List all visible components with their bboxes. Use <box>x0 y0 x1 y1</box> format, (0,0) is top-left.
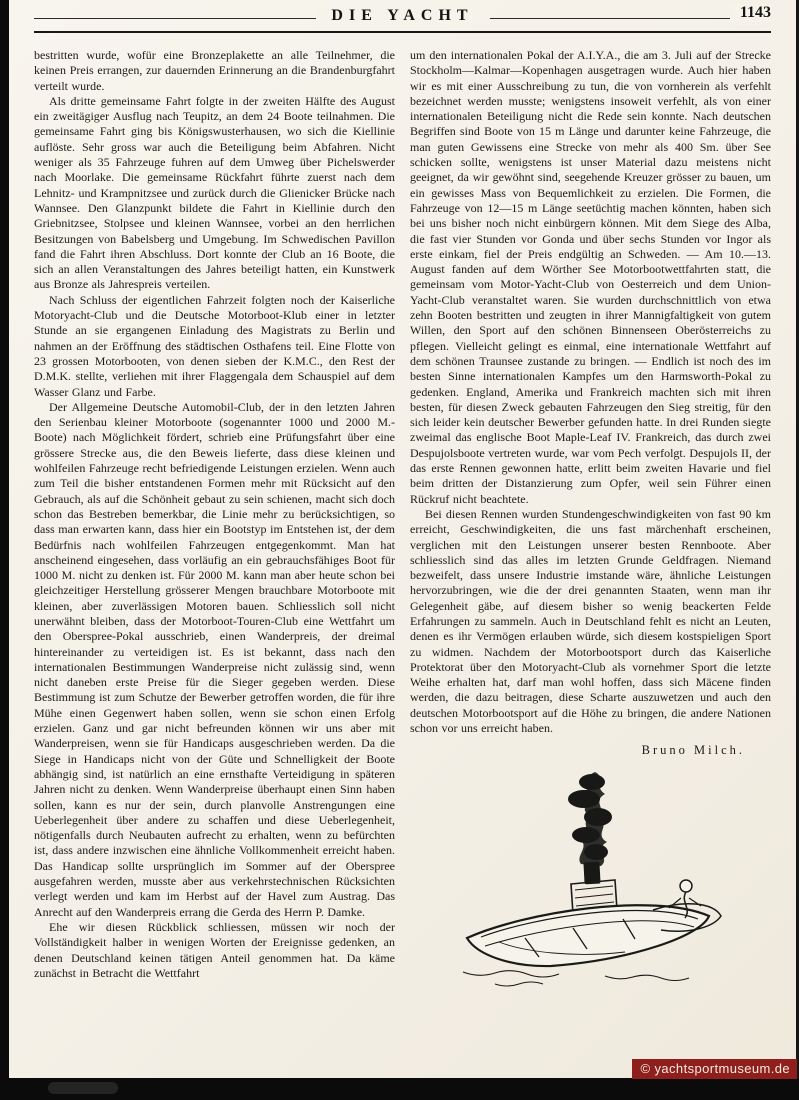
masthead <box>34 6 771 42</box>
text-columns <box>34 48 771 994</box>
scan-edge-left <box>0 0 9 1100</box>
page-number: 1143 <box>730 4 771 22</box>
hull <box>467 906 709 967</box>
watermark-badge: © yachtsportmuseum.de <box>632 1059 797 1079</box>
paragraph: um den internationalen Pokal der A.I.Y.A., die am 3. Juli auf der Strecke Stockholm—Kalmar—Kopenhagen ausgetragen wurde. Auch hier haben wir es mit einer Ausschreibung zu tun, die von vornherein als verfehlt bezeichnet werden musste; wenigstens insoweit verfehlt, als von einer internationalen Beteiligung nicht die Rede sein konnte. Nach deutschen Begriffen sind Boote von 15 m Länge und darunter keine Fahrzeuge, die man guten Gewissens eine Strecke von mehr als 400 Sm. über See schicken sollte, wenigstens ist unser Material dazu meistens nicht geeignet, da wir gewöhnt sind, seegehende Kreuzer grösser zu bauen, um ein gewisses Mass von Bequemlichkeit zu erzielen. Die Formen, die Fahrzeuge von 12—15 m Länge seetüchtig machen könnten, haben sich bei uns bisher noch nicht einbürgern können. Mit dem Siege des Alba, die fast vier Stunden vor Gonda und über sechs Stunden vor Ingor als erste einkam, fiel der Preis endgültig an Schweden. — Am 10.—13. August fanden auf dem Wörther See Motorbootwettfahrten statt, die gemeinsam vom Motor-Yacht-Club von Oesterreich und dem Union-Yacht-Club veranstaltet waren. Sie wurden durchschnittlich von etwa zehn Booten bestritten und zeugten in ihrer Mannigfaltigkeit von gutem Willen, den Sport auf den schönen Binnenseen Oberösterreichs zu pflegen. Vielleicht gelingt es einmal, eine internationale Wettfahrt auf dem schönen Traunsee zustande zu bringen. — Endlich ist noch des im besten Sinne internationalen Kampfes um den Harmsworth-Pokal zu gedenken. England, Amerika und Frankreich machten sich mit ihren besten, für diesen Zweck gebauten Fahrzeugen den Sieg streitig, für den sich leider kein deutscher Bewerber gefunden hatte. In drei Runden siegte zweimal das englische Boot Maple-Leaf IV. Frankreich, das durch zwei Despujolsboote vertreten wurde, war vom Pech verfolgt. Despujols II, der das erste Rennen gewonnen hatte, erlitt beim zweiten Havarie und fiel beim dritten der Distanzierung zum Opfer, weil sein Führer einen Rückruf nicht beachtete. <box>410 48 771 506</box>
paragraph: Bei diesen Rennen wurden Stundengeschwindigkeiten von fast 90 km erreicht, Geschwindigkeiten, die uns fast märchenhaft erscheinen, verglichen mit den Leistungen unserer besten Rennboote. Aber schliesslich sind das alles im letzten Grunde Geldfragen. Niemand bezweifelt, dass unsere Industrie imstande wäre, ähnliche Leistungen hervorzubringen, wie die der drei genannten Staaten, wenn man ihr Gelegenheit gäbe, auf diesem bisher so wenig beackerten Felde Erfahrungen zu sammeln. Auch in Deutschland fehlt es nicht an Leuten, denen es ihr Vermögen erlauben würde, sich diesem kostspieligen Sport zu widmen. Nachdem der Motorbootsport durch das Kaiserliche Protektorat über den Motoryacht-Club als vornehmer Sport die letzte Weihe erhalten hat, darf man wohl hoffen, dass sich Mäcene finden werden, die dazu beitragen, diese Scharte auszuwetzen und auch den deutschen Motorbootsport auf die Höhe zu bringen, die andere Nationen schon vor uns erreicht haben. <box>410 506 771 736</box>
left-column <box>34 48 395 994</box>
smoke-plume <box>568 772 612 884</box>
masthead-heavy-rule <box>34 31 771 33</box>
paragraph: Ehe wir diesen Rückblick schliessen, müssen wir noch der Vollständigkeit halber in wenigen Worten der Ereignisse gedenken, an denen Deutschland keinen tätigen Anteil genommen hat. Da käme zunächst in Betracht die Wettfahrt <box>34 919 395 980</box>
water-lines <box>463 971 689 986</box>
paragraph: Als dritte gemeinsame Fahrt folgte in der zweiten Hälfte des August ein zweitägiger Ausflug nach Teupitz, an dem 24 Boote teilnahmen. Die gemeinsame Fahrt ging bis Königswusterhausen, wo sich die Kiellinie auflöste. Sehr gross war auch die Beteiligung beim Abfahren. Nicht weniger als 35 Fahrzeuge fuhren auf dem Umweg über Pichelswerder nach Moorlake. Die gemeinsame Rückfahrt führte zuerst nach dem Lehnitz- und Krampnitzsee und zurück durch die Glienicker Brücke nach Wannsee. Den Glanzpunkt bildete die Fahrt in Kiellinie durch den Griebnitzsee, Stolpsee und kleinen Wannsee, vorbei an den herrlichen Besitzungen von Babelsberg und Umgebung. Im Schwedischen Pavillon fand die Fahrt ihren Abschluss. Dort konnte der Club an 16 Boote, die sich an allen Veranstaltungen des Jahres beteiligt hatten, ein Kunstwerk aus Bronze als Jahrespreis verteilen. <box>34 93 395 292</box>
journal-title: DIE YACHT <box>315 7 489 25</box>
illustration-container <box>410 770 771 994</box>
paragraph: Der Allgemeine Deutsche Automobil-Club, der in den letzten Jahren den Serienbau kleiner Motorboote (sogenannter 1000 und 2000 M.-Boote) nach Möglichkeit fördert, schrieb eine Prüfungsfahrt über eine grössere Strecke aus, die den Beweis lieferte, dass diese kleinen und wohlfeilen Fahrzeuge recht befriedigende Leistungen erzielen. Wenn auch zum Teil die bisher entstandenen Formen mehr mit Rücksicht auf den Gebrauch, als auf die Schönheit gebaut zu sein schienen, macht sich doch schon das Bestreben bemerkbar, die Linie mehr zu berücksichtigen, so dass man erwarten kann, dass hier ein Bootstyp im Entstehen ist, der dem Bedürfnis nach wohlfeilen Fahrzeugen entgegenkommt. Man hat anscheinend eingesehen, dass vorläufig an ein gebrauchsfähiges Boot für 1000 M. nicht zu denken ist. Für 2000 M. kann man aber heute schon bei gleichzeitiger Herstellung grösserer Mengen brauchbare Motorboote mit kleinen, aber zuverlässigen Motoren bauen. Schliesslich soll nicht unerwähnt bleiben, dass der Motorboot-Touren-Club eine Wettfahrt um den Oberspree-Pokal ausschrieb, einen Wanderpreis, der dreimal hintereinander zu verteidigen ist. Es ist bekannt, dass nach den internationalen Bestimmungen Wanderpreise nicht zulässig sind, wenn nicht daneben erste Preise für die Sieger gegeben werden. Diese Bestimmung ist zum Schutze der Bewerber getroffen worden, die für ihre Mühe einen Gegenwert haben sollen, wenn sie schon einen Erfolg erzielen. Ganz und gar nicht befreunden können wir uns aber mit Wanderpreisen, wenn sie für Handicaps ausgeschrieben werden. Da die Siege in Handicaps nicht von der Güte und Schnelligkeit der Boote abhängig sind, ist natürlich an eine ernsthafte Verteidigung in späteren Jahren nicht zu denken. Wenn Wanderpreise überhaupt einen Sinn haben sollen, kann es nur der sein, durch planvolle Anstrengungen eine Ueberlegenheit über andere zu schaffen und diese Ueberlegenheit, nötigenfalls durch Neubauten aufrecht zu erhalten, wenn zu befürchten ist, dass andere inzwischen eine ähnliche Vollkommenheit erreicht haben. Das Handicap sollte ursprünglich im Sommer auf der Oberspree ausgefahren werden, musste aber aus verkehrstechnischen Rücksichten verlegt werden und kam im Herbst auf der Havel zum Austrag. Das Anrecht auf den Wanderpreis errang die Gerda des Herrn P. Damke. <box>34 399 395 919</box>
author-signature: Bruno Milch. <box>641 743 745 758</box>
motorboat-illustration <box>455 770 727 994</box>
paragraph: bestritten wurde, wofür eine Bronzeplakette an alle Teilnehmer, die keinen Preis errangen, zur dauernden Erinnerung an die Brandenburgfahrt verteilt wurde. <box>34 48 395 93</box>
paragraph: Nach Schluss der eigentlichen Fahrzeit folgten noch der Kaiserliche Motoryacht-Club und die Deutsche Motorboot-Klub einer in letzter Stunde an sie ergangenen Einladung des Magistrats zu Berlin und nahmen an der Eröffnung des städtischen Osthafens teil. Eine Flotte von 23 grossen Motorbooten, von denen sieben der K.M.C., den Rest der D.M.K. stellte, verliehen mit ihrer Flaggengala dem Schauspiel auf dem Wasser Glanz und Farbe. <box>34 292 395 399</box>
right-column <box>410 48 771 994</box>
scan-smudge <box>48 1082 118 1094</box>
scan-edge-bottom <box>0 1078 799 1100</box>
page-content <box>34 6 771 994</box>
